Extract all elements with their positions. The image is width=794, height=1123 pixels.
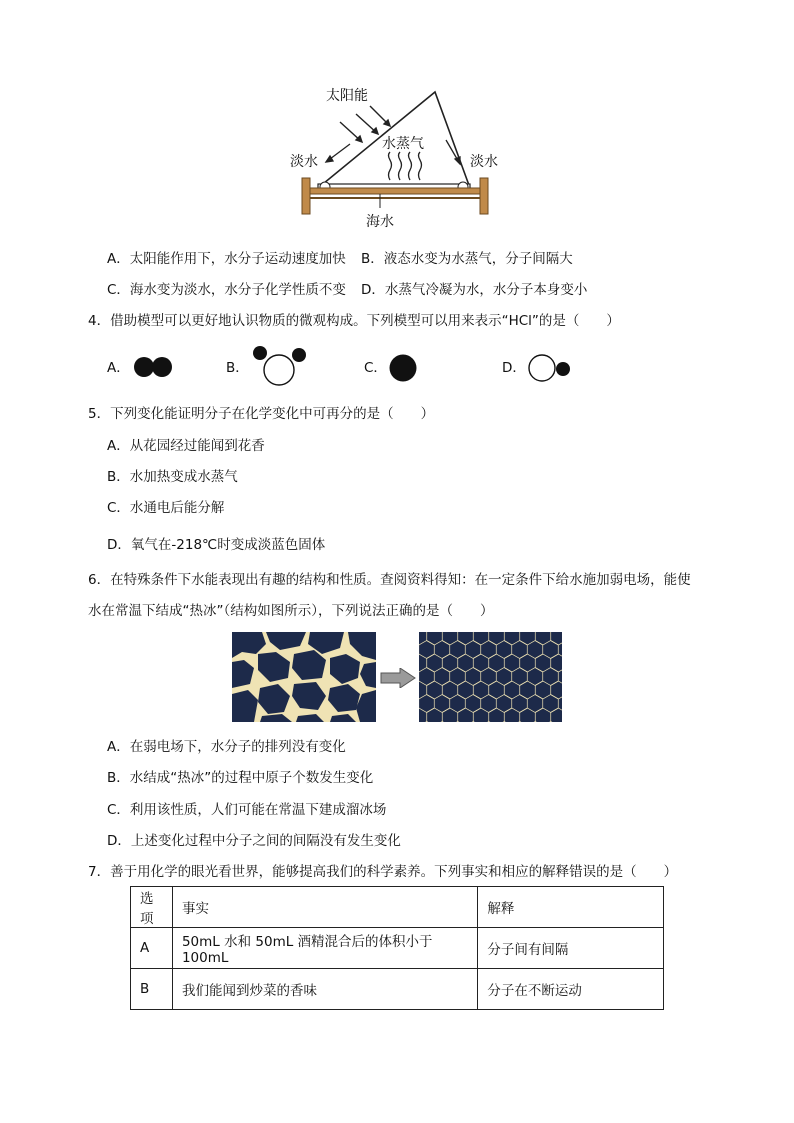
row-fact: 50mL 水和 50mL 酒精混合后的体积小于 100mL [172, 928, 477, 969]
q4-stem: 4．借助模型可以更好地认识物质的微观构成。下列模型可以用来表示“HCl”的是（ ） [88, 313, 620, 329]
table-row [131, 969, 664, 1010]
q6-option-d: D．上述变化过程中分子之间的间隔没有发生变化 [107, 833, 401, 849]
q4-label-a: A． [107, 360, 130, 376]
q5-option-a: A．从花园经过能闻到花香 [107, 438, 265, 454]
water-structure-image [232, 632, 376, 722]
q6-option-a: A．在弱电场下，水分子的排列没有变化 [107, 739, 346, 755]
q5-option-c: C．水通电后能分解 [107, 500, 225, 516]
label-vapor: 水蒸气 [382, 136, 424, 152]
q3-option-a: A．太阳能作用下，水分子运动速度加快 [107, 251, 346, 267]
q5-option-b: B．水加热变成水蒸气 [107, 469, 238, 485]
hot-ice-structure-image [419, 632, 562, 722]
row-option: A [131, 928, 173, 969]
row-explanation: 分子间有间隔 [478, 928, 664, 969]
row-option: B [131, 969, 173, 1010]
label-fresh-left: 淡水 [290, 154, 318, 170]
q7-table [130, 886, 664, 1010]
q5-stem: 5．下列变化能证明分子在化学变化中可再分的是（ ） [88, 406, 435, 422]
arrow-right-icon [380, 668, 416, 688]
q6-option-b: B．水结成“热冰”的过程中原子个数发生变化 [107, 770, 374, 786]
q3-option-b: B．液态水变为水蒸气，分子间隔大 [361, 251, 573, 267]
q6-stem-line1: 6．在特殊条件下水能表现出有趣的结构和性质。查阅资料得知：在一定条件下给水施加弱电场，能使 [88, 572, 691, 588]
label-sun: 太阳能 [326, 88, 368, 104]
label-fresh-right: 淡水 [470, 154, 498, 170]
model-c-single-atom-icon [387, 352, 419, 384]
q3-option-c: C．海水变为淡水，水分子化学性质不变 [107, 282, 346, 298]
q4-label-d: D． [502, 360, 526, 376]
q4-label-b: B． [226, 360, 249, 376]
label-sea: 海水 [366, 214, 394, 230]
table-row [131, 928, 664, 969]
model-b-triatomic-icon [250, 344, 308, 388]
q7-stem: 7．善于用化学的眼光看世界，能够提高我们的科学素养。下列事实和相应的解释错误的是（ ） [88, 864, 678, 880]
table-header-row [131, 887, 664, 928]
model-a-diatomic-equal-icon [132, 354, 176, 380]
model-d-hcl-icon [526, 352, 576, 384]
row-explanation: 分子在不断运动 [478, 969, 664, 1010]
solar-desalination-diagram [290, 80, 510, 230]
q3-option-d: D．水蒸气冷凝为水，水分子本身变小 [361, 282, 588, 298]
header-explanation: 解释 [478, 887, 664, 928]
q6-option-c: C．利用该性质，人们可能在常温下建成溜冰场 [107, 802, 387, 818]
q6-stem-line2: 水在常温下结成“热冰”（结构如图所示），下列说法正确的是（ ） [88, 603, 494, 619]
row-fact: 我们能闻到炒菜的香味 [172, 969, 477, 1010]
q5-option-d: D．氧气在-218℃时变成淡蓝色固体 [107, 537, 326, 553]
header-option: 选项 [131, 887, 173, 928]
q4-label-c: C． [364, 360, 387, 376]
header-fact: 事实 [172, 887, 477, 928]
